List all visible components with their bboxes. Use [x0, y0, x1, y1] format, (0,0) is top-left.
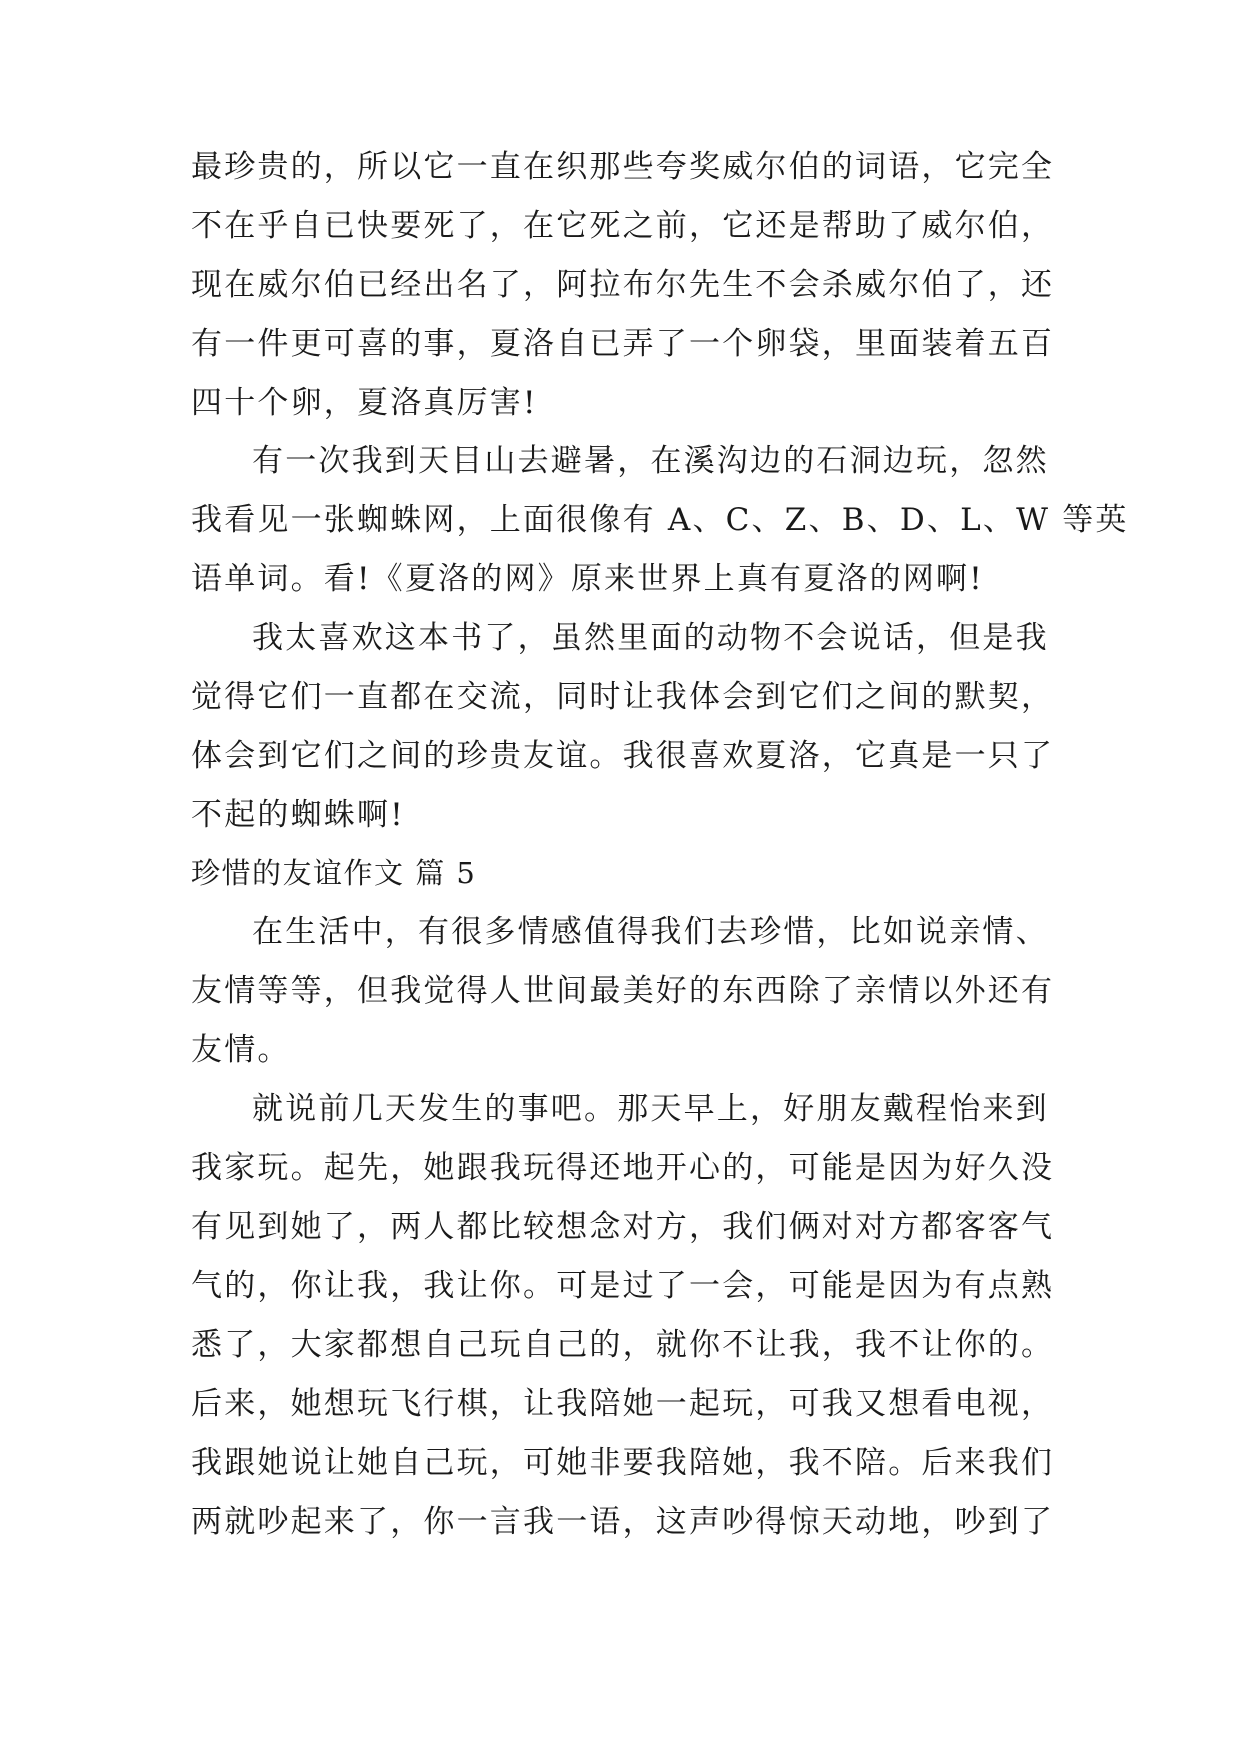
paragraph-2-line-2: 我看见一张蜘蛛网，上面很像有 A、C、Z、B、D、L、W 等英: [191, 502, 1129, 538]
paragraph-5-line-6: 后来，她想玩飞行棋，让我陪她一起玩，可我又想看电视，: [191, 1386, 1055, 1422]
paragraph-1-line-3: 现在威尔伯已经出名了，阿拉布尔先生不会杀威尔伯了，还: [191, 267, 1055, 303]
paragraph-4-line-1: 在生活中，有很多情感值得我们去珍惜，比如说亲情、: [252, 914, 1049, 950]
paragraph-3-line-3: 体会到它们之间的珍贵友谊。我很喜欢夏洛，它真是一只了: [191, 738, 1055, 774]
paragraph-5-line-1: 就说前几天发生的事吧。那天早上，好朋友戴程怡来到: [252, 1091, 1049, 1127]
paragraph-1-line-2: 不在乎自已快要死了，在它死之前，它还是帮助了威尔伯，: [191, 208, 1055, 244]
paragraph-2-line-1: 有一次我到天目山去避暑，在溪沟边的石洞边玩，忽然: [252, 443, 1049, 479]
paragraph-1-line-1: 最珍贵的，所以它一直在织那些夸奖威尔伯的词语，它完全: [191, 149, 1055, 185]
paragraph-2-line-3: 语单词。看!《夏洛的网》原来世界上真有夏洛的网啊!: [191, 561, 984, 597]
paragraph-1-line-4: 有一件更可喜的事，夏洛自已弄了一个卵袋，里面装着五百: [191, 326, 1055, 362]
paragraph-5-line-7: 我跟她说让她自己玩，可她非要我陪她，我不陪。后来我们: [191, 1445, 1055, 1481]
paragraph-3-line-2: 觉得它们一直都在交流，同时让我体会到它们之间的默契，: [191, 679, 1055, 715]
paragraph-4-line-2: 友情等等，但我觉得人世间最美好的东西除了亲情以外还有: [191, 973, 1055, 1009]
paragraph-3-line-1: 我太喜欢这本书了，虽然里面的动物不会说话，但是我: [252, 620, 1049, 656]
paragraph-5-line-5: 悉了，大家都想自己玩自己的，就你不让我，我不让你的。: [191, 1327, 1055, 1363]
paragraph-5-line-4: 气的，你让我，我让你。可是过了一会，可能是因为有点熟: [191, 1268, 1055, 1304]
paragraph-1-line-5: 四十个卵，夏洛真厉害!: [191, 385, 538, 421]
paragraph-5-line-3: 有见到她了，两人都比较想念对方，我们俩对对方都客客气: [191, 1209, 1055, 1245]
paragraph-5-line-2: 我家玩。起先，她跟我玩得还地开心的，可能是因为好久没: [191, 1150, 1055, 1186]
paragraph-4-line-3: 友情。: [191, 1032, 291, 1068]
section-heading: 珍惜的友谊作文 篇 5: [191, 856, 477, 890]
paragraph-5-line-8: 两就吵起来了，你一言我一语，这声吵得惊天动地，吵到了: [191, 1504, 1055, 1540]
paragraph-3-line-4: 不起的蜘蛛啊!: [191, 797, 405, 833]
